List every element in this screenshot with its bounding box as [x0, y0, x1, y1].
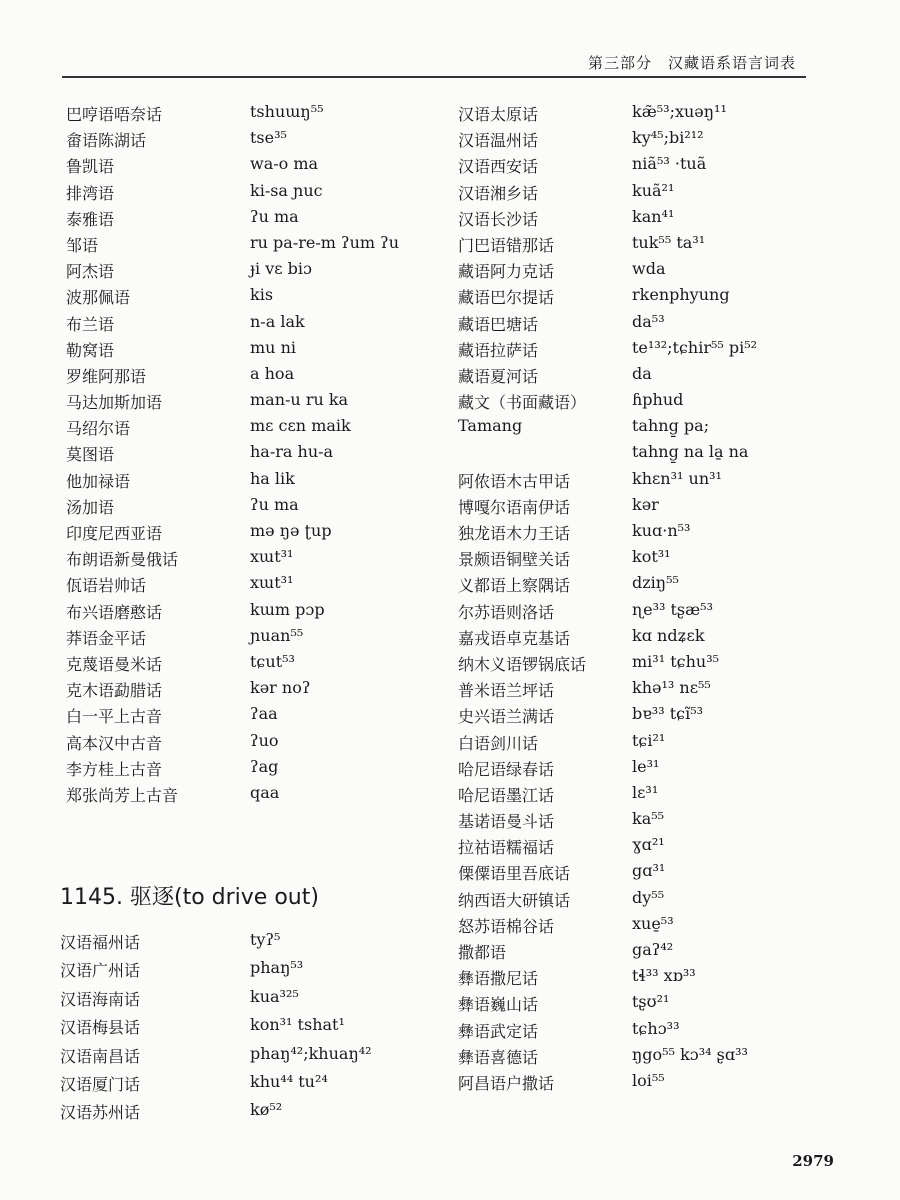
entry-row: [458, 940, 818, 966]
word-form: kan⁴¹: [632, 206, 675, 226]
word-form: kuɑ·n⁵³: [632, 521, 691, 540]
language-name: 邹语: [66, 235, 99, 255]
word-form: kua³²⁵: [250, 986, 299, 1006]
language-name: 波那佩语: [66, 288, 131, 308]
language-name: 景颇语铜壁关话: [458, 550, 571, 570]
entry-row: [66, 207, 446, 233]
entry-row: [458, 783, 818, 809]
entry-row: [458, 416, 818, 442]
language-name: 白一平上古音: [66, 707, 163, 727]
entry-row: [66, 442, 446, 468]
word-form: tɬ³³ xɒ³³: [632, 966, 696, 986]
entries-column-left-top: [66, 102, 446, 809]
language-name: 撒都语: [458, 943, 507, 962]
language-name: 史兴语兰满话: [458, 707, 555, 727]
language-name: 汉语苏州话: [60, 1103, 141, 1123]
entry-row: [66, 285, 446, 311]
word-form: khɛn³¹ un³¹: [632, 468, 722, 488]
word-form: niã⁵³ ·tuã: [632, 154, 707, 174]
language-name: 郑张尚芳上古音: [66, 785, 179, 805]
language-name: 克蔑语曼米话: [66, 654, 163, 674]
word-form: kot³¹: [632, 547, 671, 567]
language-name: 高本汉中古音: [66, 733, 163, 753]
language-name: 藏语阿力克话: [458, 262, 555, 282]
language-name: 他加禄语: [66, 471, 131, 491]
word-form: le³¹: [632, 756, 660, 776]
entry-row: [66, 783, 446, 809]
language-name: 藏语巴尔提话: [458, 288, 555, 308]
entry-row: [458, 338, 818, 364]
word-form: xɯt³¹: [250, 573, 294, 593]
word-form: kæ̃⁵³;xuəŋ¹¹: [632, 102, 727, 121]
running-header: 第三部分 汉藏语系语言词表: [587, 54, 796, 72]
language-name: 畲语陈湖话: [66, 131, 147, 151]
entry-row: [458, 757, 818, 783]
entry-row: [458, 835, 818, 861]
word-form: xue̱⁵³: [632, 913, 674, 933]
word-form: khə¹³ nɛ⁵⁵: [632, 678, 711, 698]
language-name: 彝语巍山话: [458, 995, 539, 1015]
entry-row: [458, 573, 818, 599]
entry-row: [458, 102, 818, 128]
language-name: 佤语岩帅话: [66, 576, 147, 596]
language-name: 克木语勐腊话: [66, 681, 163, 701]
entry-row: [66, 573, 446, 599]
entry-row: [66, 731, 446, 757]
entry-row: [66, 181, 446, 207]
language-name: 罗维阿那语: [66, 366, 147, 386]
language-name: 汤加语: [66, 497, 115, 517]
entry-row: [458, 1071, 818, 1097]
word-form: tʂʊ²¹: [632, 992, 670, 1012]
entry-row: [60, 930, 440, 958]
entry-row: [458, 600, 818, 626]
entry-row: [458, 207, 818, 233]
entry-row: [60, 958, 440, 986]
word-form: ɟi vɛ biɔ: [250, 259, 312, 279]
entry-row: [458, 626, 818, 652]
entry-row: [66, 626, 446, 652]
language-name: 博嘎尔语南伊话: [458, 497, 571, 517]
entries-column-right: [458, 102, 818, 1097]
word-form: mu ni: [250, 337, 296, 357]
language-name: 白语剑川话: [458, 733, 539, 753]
word-form: ʔuo: [250, 730, 279, 750]
entry-row: [458, 521, 818, 547]
language-name: 藏语拉萨话: [458, 340, 539, 360]
language-name: 彝语喜德话: [458, 1047, 539, 1067]
entry-row: [60, 987, 440, 1015]
entry-row: [458, 285, 818, 311]
word-form: mɛ cɛn maik: [250, 416, 351, 436]
entry-row: [458, 390, 818, 416]
word-form: ka⁵⁵: [632, 809, 665, 829]
entry-row: [66, 547, 446, 573]
entry-row: [66, 390, 446, 416]
entry-row: [458, 652, 818, 678]
entries-column-left-bottom: [60, 930, 440, 1129]
language-name: 阿侬语木古甲话: [458, 471, 571, 491]
language-name: 纳西语大研镇话: [458, 890, 571, 910]
language-name: 汉语太原话: [458, 105, 539, 124]
word-form: dy⁵⁵: [632, 887, 665, 907]
language-name: 门巴语错那话: [458, 235, 555, 255]
language-name: 嘉戎语卓克基话: [458, 628, 571, 648]
language-name: 汉语南昌话: [60, 1046, 141, 1066]
entry-row: [458, 809, 818, 835]
word-form: ŋgo⁵⁵ kɔ³⁴ ʂɑ³³: [632, 1044, 748, 1064]
entry-row: [458, 992, 818, 1018]
entry-row: [66, 521, 446, 547]
entry-row: [66, 102, 446, 128]
entry-row: [458, 704, 818, 730]
language-name: 排湾语: [66, 183, 115, 203]
language-name: 汉语梅县话: [60, 1018, 141, 1038]
language-name: 莫图语: [66, 445, 115, 465]
language-name: 汉语福州话: [60, 933, 141, 952]
word-form: kuã²¹: [632, 180, 675, 200]
entry-row: [458, 861, 818, 887]
word-form: ɣɑ²¹: [632, 835, 665, 855]
entry-row: [458, 259, 818, 285]
word-form: kɯm pɔp: [250, 599, 325, 619]
language-name: 哈尼语绿春话: [458, 759, 555, 779]
section-heading: [60, 880, 319, 911]
word-form: wda: [632, 259, 666, 279]
word-form: ha-ra hu-a: [250, 442, 334, 462]
language-name: 汉语西安话: [458, 157, 539, 177]
language-name: 汉语广州话: [60, 961, 141, 981]
word-form: tɕut⁵³: [250, 651, 295, 671]
word-form: tuk⁵⁵ ta³¹: [632, 232, 706, 252]
language-name: 勒窝语: [66, 340, 115, 360]
language-name: 拉祜语糯福话: [458, 838, 555, 858]
word-form: da: [632, 363, 652, 383]
language-name: 鲁凯语: [66, 157, 115, 177]
entry-row: [60, 1100, 440, 1128]
word-form: kis: [250, 285, 274, 305]
word-form: tahng̱ pa;: [632, 416, 710, 436]
word-form: ha lik: [250, 468, 295, 488]
entry-row: [458, 1045, 818, 1071]
entry-row: [458, 181, 818, 207]
language-name: 泰雅语: [66, 209, 115, 229]
entry-row: [458, 495, 818, 521]
word-form: ɳe³³ tʂæ⁵³: [632, 599, 713, 619]
word-form: xɯt³¹: [250, 547, 294, 567]
word-form: ru pa-re-m ʔum ʔu: [250, 232, 400, 252]
word-form: ʔaa: [250, 704, 278, 724]
entry-row: [458, 128, 818, 154]
word-form: ʔu ma: [250, 206, 299, 226]
word-form: tɕi²¹: [632, 730, 666, 750]
word-form: phaŋ⁵³: [250, 958, 304, 978]
word-form: tshuɯŋ⁵⁵: [250, 102, 324, 121]
entry-row: [66, 154, 446, 180]
word-form: kər noʔ: [250, 678, 311, 698]
word-form: tse³⁵: [250, 128, 287, 148]
entry-row: [458, 678, 818, 704]
language-name: 彝语武定话: [458, 1021, 539, 1041]
word-form: gɑ³¹: [632, 861, 666, 881]
entry-row: [66, 495, 446, 521]
entry-row: [66, 600, 446, 626]
language-name: 藏语夏河话: [458, 366, 539, 386]
language-name: 布兰语: [66, 314, 115, 334]
word-form: ɲuan⁵⁵: [250, 625, 304, 645]
entry-row: [60, 1072, 440, 1100]
language-name: 普米语兰坪话: [458, 681, 555, 701]
entry-row: [66, 259, 446, 285]
entry-row: [66, 678, 446, 704]
entry-row: [458, 1019, 818, 1045]
entry-row: [458, 233, 818, 259]
language-name: 阿昌语户撒话: [458, 1073, 555, 1093]
language-name: 汉语湘乡话: [458, 183, 539, 203]
language-name: 布朗语新曼俄话: [66, 550, 179, 570]
language-name: 纳木义语锣锅底话: [458, 654, 587, 674]
language-name: Tamang: [458, 416, 523, 436]
entry-row: [458, 914, 818, 940]
entry-row: [66, 233, 446, 259]
language-name: 马达加斯加语: [66, 393, 163, 413]
language-name: 义都语上察隅话: [458, 576, 571, 596]
entry-row: [458, 547, 818, 573]
entry-row: [66, 416, 446, 442]
word-form: lɛ³¹: [632, 782, 659, 802]
language-name: 布兴语磨憨话: [66, 602, 163, 622]
entry-row: [66, 364, 446, 390]
word-form: gaʔ⁴²: [632, 940, 674, 959]
word-form: ky⁴⁵;bi²¹²: [632, 128, 704, 148]
word-form: khu⁴⁴ tu²⁴: [250, 1071, 328, 1091]
word-form: n-a lak: [250, 311, 305, 331]
word-form: phaŋ⁴²;khuaŋ⁴²: [250, 1043, 372, 1063]
entry-row: [458, 469, 818, 495]
entry-row: [66, 757, 446, 783]
word-form: rkenphyung: [632, 285, 730, 305]
entry-row: [66, 652, 446, 678]
entry-row: [60, 1015, 440, 1043]
word-form: ɦphud: [632, 390, 684, 410]
word-form: dziŋ⁵⁵: [632, 573, 679, 593]
language-name: 基诺语曼斗话: [458, 812, 555, 832]
entry-row: [458, 966, 818, 992]
language-name: 汉语温州话: [458, 131, 539, 151]
word-form: tahng̱ na la̱ na: [632, 442, 749, 462]
language-name: 印度尼西亚语: [66, 524, 163, 543]
section-title: 驱逐(to drive out): [129, 885, 319, 910]
word-form: tyʔ⁵: [250, 930, 281, 949]
language-name: 哈尼语墨江话: [458, 785, 555, 805]
entry-row: [458, 888, 818, 914]
word-form: tɕhɔ³³: [632, 1018, 680, 1038]
entry-row: [66, 704, 446, 730]
language-name: 莽语金平话: [66, 628, 147, 648]
entry-row: [66, 128, 446, 154]
language-name: 尔苏语则洛话: [458, 602, 555, 622]
word-form: a hoa: [250, 363, 295, 383]
word-form: qaa: [250, 782, 280, 802]
page-number: 2979: [792, 1152, 834, 1170]
language-name: 马绍尔语: [66, 419, 131, 439]
entry-row: [458, 364, 818, 390]
word-form: man-u ru ka: [250, 390, 349, 410]
header-rule: [62, 76, 806, 78]
entry-row: [458, 731, 818, 757]
section-number: 1145.: [60, 885, 123, 910]
word-form: kon³¹ tshat¹: [250, 1015, 345, 1035]
language-name: 怒苏语棉谷话: [458, 916, 555, 936]
entry-row: [66, 469, 446, 495]
word-form: ʔag: [250, 756, 279, 776]
language-name: 汉语长沙话: [458, 209, 539, 229]
word-form: mə ŋə ʈup: [250, 521, 332, 540]
language-name: 李方桂上古音: [66, 759, 163, 779]
entry-row: [458, 154, 818, 180]
word-form: wa-o ma: [250, 154, 319, 174]
word-form: kɑ ndʑɛk: [632, 625, 705, 645]
word-form: ki-sa ɲuc: [250, 180, 323, 200]
word-form: kər: [632, 494, 659, 514]
entry-row: [458, 312, 818, 338]
language-name: 独龙语木力王话: [458, 524, 571, 543]
language-name: 汉语厦门话: [60, 1074, 141, 1094]
entry-row: [66, 312, 446, 338]
word-form: da⁵³: [632, 311, 665, 331]
word-form: te¹³²;tɕhir⁵⁵ pi⁵²: [632, 337, 758, 357]
language-name: 藏文（书面藏语）: [458, 393, 587, 413]
language-name: 阿杰语: [66, 262, 115, 282]
word-form: loi⁵⁵: [632, 1070, 665, 1090]
entry-row: [458, 442, 818, 468]
language-name: 彝语撒尼话: [458, 969, 539, 989]
language-name: 藏语巴塘话: [458, 314, 539, 334]
word-form: ʔu ma: [250, 494, 299, 514]
language-name: 巴哼语唔奈话: [66, 105, 163, 124]
entry-row: [66, 338, 446, 364]
language-name: 汉语海南话: [60, 989, 141, 1009]
language-name: 傈僳语里吾底话: [458, 864, 571, 884]
word-form: kø⁵²: [250, 1100, 283, 1120]
word-form: bɐ³³ tɕĩ⁵³: [632, 704, 704, 724]
word-form: mi³¹ tɕhu³⁵: [632, 651, 720, 671]
entry-row: [60, 1044, 440, 1072]
